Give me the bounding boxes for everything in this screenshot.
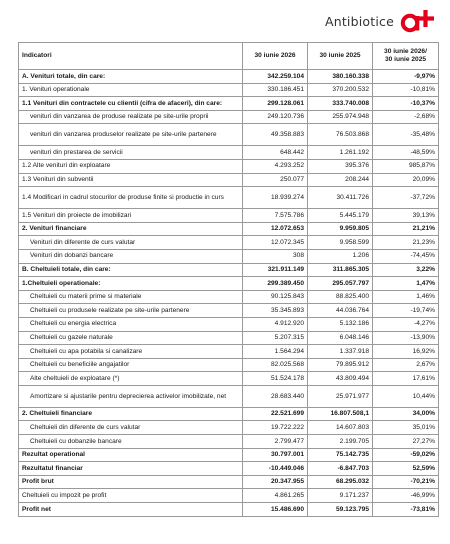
value-2025: 2.199.705 [308,435,373,449]
table-row [19,290,439,304]
value-2025: 380.160.338 [308,70,373,84]
table-row [19,124,439,146]
percent-change: 1,46% [373,290,439,304]
table-row [19,448,439,462]
value-2026: 28.683.440 [243,385,308,407]
table-row [19,70,439,84]
table-row [19,277,439,291]
value-2026: 321.911.149 [243,263,308,277]
value-2025: 9.959.805 [308,222,373,236]
value-2025: -6.847.703 [308,462,373,476]
row-label: Cheltuieli cu impozit pe profit [19,489,243,503]
brand-logo-icon [400,7,434,35]
table-row [19,462,439,476]
percent-change: 52,59% [373,462,439,476]
value-2025: 76.503.868 [308,124,373,146]
row-label: Cheltuieli cu dobanzile bancare [19,435,243,449]
row-label: 2. Cheltuieli financiare [19,407,243,421]
value-2025: 25.971.977 [308,385,373,407]
value-2026: 1.564.294 [243,345,308,359]
table-row [19,435,439,449]
table-row [19,173,439,187]
table-row [19,209,439,223]
value-2025: 9.958.599 [308,236,373,250]
percent-change: 2,67% [373,358,439,372]
value-2026: 12.072.653 [243,222,308,236]
table-row [19,503,439,517]
table-row [19,475,439,489]
value-2025: 30.411.726 [308,187,373,209]
value-2025: 255.974.948 [308,110,373,124]
row-label: Cheltuieli din diferente de curs valutar [19,421,243,435]
table-row [19,236,439,250]
row-label: 1.3 Venituri din subventii [19,173,243,187]
value-2025: 6.048.146 [308,331,373,345]
value-2026: 51.524.178 [243,372,308,386]
table-row [19,421,439,435]
value-2026: 20.347.955 [243,475,308,489]
value-2025: 9.171.237 [308,489,373,503]
percent-change: 21,23% [373,236,439,250]
value-2025: 333.740.008 [308,97,373,111]
table-row [19,187,439,209]
percent-change: 21,21% [373,222,439,236]
percent-change: 1,47% [373,277,439,291]
value-2026: -10.449.046 [243,462,308,476]
financial-indicators-table [18,42,439,517]
value-2026: 35.345.893 [243,304,308,318]
percent-change: 39,13% [373,209,439,223]
table-body [19,70,439,517]
value-2025: 1.261.192 [308,146,373,160]
header-indicatori: Indicatori [19,43,243,70]
percent-change: -9,97% [373,70,439,84]
table-row [19,372,439,386]
row-label: Cheltuieli cu produsele realizate pe site-urile partenere [19,304,243,318]
value-2025: 1.337.918 [308,345,373,359]
row-label: Rezultatul financiar [19,462,243,476]
row-label: B. Cheltuieli totale, din care: [19,263,243,277]
percent-change: 985,87% [373,159,439,173]
row-label: Cheltuieli cu energia electrica [19,317,243,331]
row-label: Venituri din dobanzi bancare [19,249,243,263]
value-2026: 30.797.001 [243,448,308,462]
table-row [19,249,439,263]
value-2025: 68.295.032 [308,475,373,489]
header-change: 30 iunie 2026/ 30 iunie 2025 [373,43,439,70]
percent-change: 3,22% [373,263,439,277]
value-2026: 249.120.736 [243,110,308,124]
value-2025: 311.865.305 [308,263,373,277]
table-row [19,97,439,111]
table-row [19,317,439,331]
table-row [19,159,439,173]
row-label: 1. Venituri operationale [19,83,243,97]
value-2026: 7.575.786 [243,209,308,223]
row-label: Rezultat operational [19,448,243,462]
value-2025: 1.206 [308,249,373,263]
value-2026: 308 [243,249,308,263]
row-label: Cheltuieli cu gazele naturale [19,331,243,345]
percent-change: -10,37% [373,97,439,111]
table-row [19,407,439,421]
percent-change: -35,48% [373,124,439,146]
row-label: venituri din vanzarea produselor realizate pe site-urile partenere [19,124,243,146]
table-row [19,345,439,359]
percent-change: -73,81% [373,503,439,517]
row-label: 1.5 Venituri din proiecte de imobilizari [19,209,243,223]
value-2026: 49.358.883 [243,124,308,146]
percent-change: 27,27% [373,435,439,449]
row-label: Cheltuieli cu apa potabila si canalizare [19,345,243,359]
value-2026: 4.912.920 [243,317,308,331]
percent-change: -4,27% [373,317,439,331]
table-row [19,83,439,97]
percent-change: -2,68% [373,110,439,124]
value-2026: 648.442 [243,146,308,160]
value-2026: 330.186.451 [243,83,308,97]
row-label: 1.1 Venituri din contractele cu clientii (cifra de afaceri), din care: [19,97,243,111]
row-label: venituri din prestarea de servicii [19,146,243,160]
table-row [19,385,439,407]
value-2026: 12.072.345 [243,236,308,250]
value-2026: 82.025.568 [243,358,308,372]
row-label: 1.4 Modificari in cadrul stocurilor de produse finite si productie in curs [19,187,243,209]
value-2025: 16.807.508,1 [308,407,373,421]
table-row [19,304,439,318]
value-2025: 370.200.532 [308,83,373,97]
value-2026: 19.722.222 [243,421,308,435]
percent-change: -19,74% [373,304,439,318]
value-2026: 2.799.477 [243,435,308,449]
value-2025: 208.244 [308,173,373,187]
table-row [19,222,439,236]
value-2025: 5.445.179 [308,209,373,223]
row-label: 2. Venituri financiare [19,222,243,236]
value-2025: 79.895.912 [308,358,373,372]
value-2026: 18.939.274 [243,187,308,209]
value-2025: 43.809.494 [308,372,373,386]
row-label: 1.Cheltuieli operationale: [19,277,243,291]
percent-change: 17,61% [373,372,439,386]
percent-change: -74,45% [373,249,439,263]
table-row [19,263,439,277]
brand-name: Antibiotice [324,13,394,29]
percent-change: 34,00% [373,407,439,421]
percent-change: -70,21% [373,475,439,489]
row-label: Cheltuieli cu beneficiile angajatilor [19,358,243,372]
row-label: Cheltuieli cu materii prime si materiale [19,290,243,304]
table-header-row [19,43,439,70]
percent-change: 20,09% [373,173,439,187]
value-2026: 5.207.315 [243,331,308,345]
value-2026: 4.293.252 [243,159,308,173]
table-row [19,110,439,124]
value-2026: 4.861.265 [243,489,308,503]
value-2026: 250.077 [243,173,308,187]
value-2026: 22.521.699 [243,407,308,421]
row-label: Amortizare si ajustarile pentru deprecierea activelor imobilizate, net [19,385,243,407]
percent-change: -10,81% [373,83,439,97]
value-2026: 342.259.104 [243,70,308,84]
header-2025: 30 iunie 2025 [308,43,373,70]
row-label: A. Venituri totale, din care: [19,70,243,84]
table-row [19,331,439,345]
row-label: Venituri din diferente de curs valutar [19,236,243,250]
percent-change: -59,02% [373,448,439,462]
value-2025: 295.057.797 [308,277,373,291]
table-row [19,358,439,372]
value-2025: 5.132.186 [308,317,373,331]
table-row [19,489,439,503]
value-2025: 59.123.795 [308,503,373,517]
row-label: 1.2 Alte venituri din exploatare [19,159,243,173]
percent-change: 35,01% [373,421,439,435]
percent-change: 10,44% [373,385,439,407]
percent-change: -48,59% [373,146,439,160]
percent-change: -46,99% [373,489,439,503]
row-label: Profit net [19,503,243,517]
value-2025: 88.825.400 [308,290,373,304]
value-2026: 90.125.843 [243,290,308,304]
value-2026: 299.389.450 [243,277,308,291]
value-2025: 395.376 [308,159,373,173]
percent-change: -37,72% [373,187,439,209]
row-label: venituri din vanzarea de produse realizate pe site-urile proprii [19,110,243,124]
value-2026: 15.486.690 [243,503,308,517]
value-2026: 299.128.061 [243,97,308,111]
header-2026: 30 iunie 2026 [243,43,308,70]
row-label: Alte cheltuieli de exploatare (*) [19,372,243,386]
percent-change: 16,92% [373,345,439,359]
row-label: Profit brut [19,475,243,489]
percent-change: -13,90% [373,331,439,345]
table-row [19,146,439,160]
value-2025: 75.142.735 [308,448,373,462]
value-2025: 14.607.803 [308,421,373,435]
value-2025: 44.036.764 [308,304,373,318]
brand-header [325,6,434,36]
